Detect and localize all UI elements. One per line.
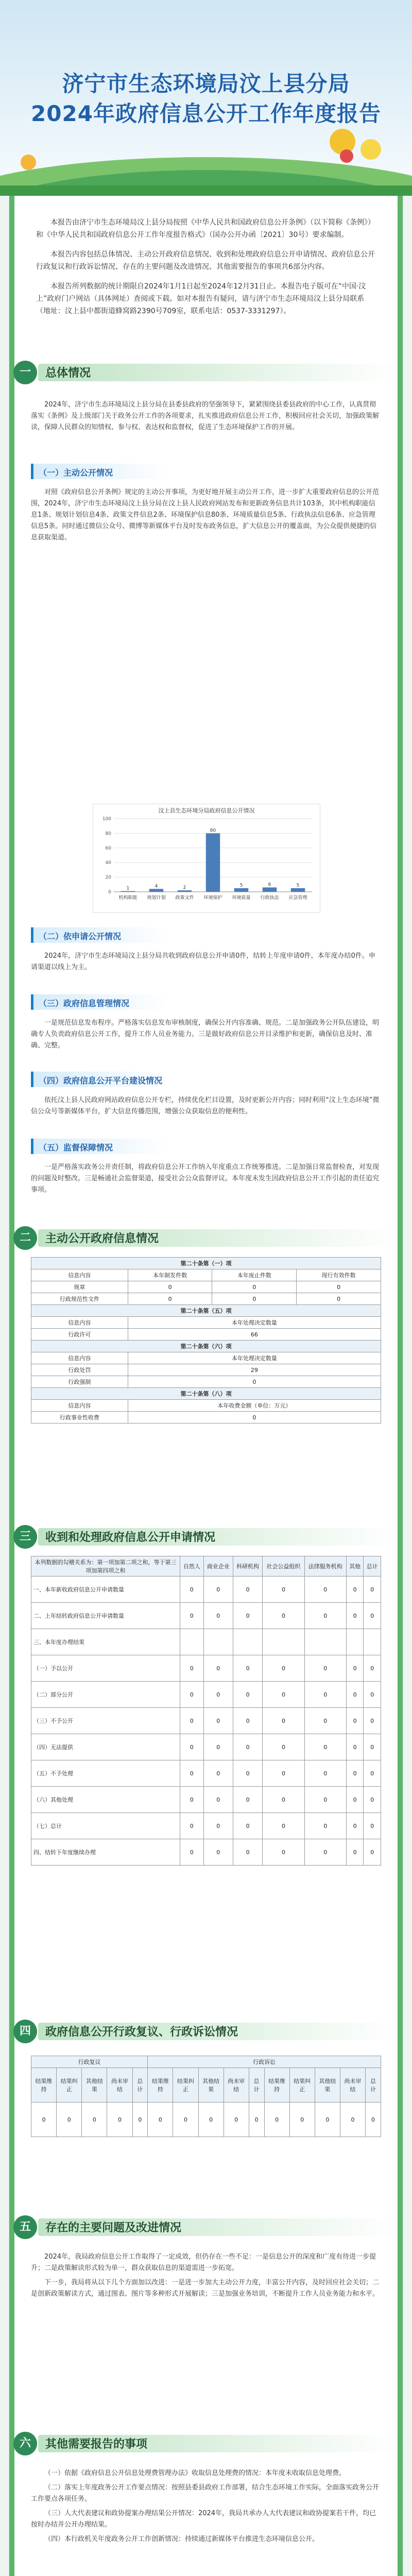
cell: 0	[364, 1734, 381, 1760]
report-title-line2: 2024年政府信息公开工作年度报告	[31, 101, 381, 126]
cell: 0	[364, 1682, 381, 1708]
cell: 0	[297, 1293, 381, 1305]
section-number: 三	[13, 1525, 37, 1549]
cell: 0	[304, 1839, 346, 1866]
cell: 0	[212, 1281, 297, 1293]
cell: 0	[203, 1577, 233, 1603]
col-header: 本列数据的勾稽关系为：第一项加第二项之和，等于第三项加第四项之和	[31, 1556, 180, 1577]
header-grass	[0, 185, 412, 196]
cell: 0	[128, 1293, 212, 1305]
intro-p2: 本报告内容包括总体情况、主动公开政府信息情况、收到和处理政府信息公开申请情况、政府信息公开行政复议和行政诉讼情况、存在的主要问题及改进情况、其他需要报告的事项共6部分内容。	[36, 250, 375, 271]
col-header: 结果纠正	[289, 2068, 315, 2103]
cell: 0	[180, 1787, 204, 1813]
cell	[364, 1629, 381, 1655]
cell: 行政强制	[31, 1376, 128, 1388]
cell: 0	[233, 1682, 262, 1708]
cell: 0	[304, 1813, 346, 1839]
cell: 0	[304, 1734, 346, 1760]
chart-container	[93, 804, 320, 913]
cell: 0	[315, 2103, 340, 2137]
section-header-5	[9, 2215, 403, 2239]
x-tick-label: 环境保护	[203, 895, 222, 901]
y-tick-label: 0	[108, 890, 111, 895]
table-row	[31, 1293, 381, 1305]
table-row	[31, 1734, 381, 1760]
sub-header-b	[31, 927, 167, 943]
row-label: （五）不予处理	[31, 1760, 180, 1787]
x-tick-label: 应急管理	[288, 895, 307, 901]
data-label: 5	[239, 883, 243, 888]
table-group-header: 第二十条第（六）项	[31, 1341, 381, 1352]
cell: 0	[263, 1813, 304, 1839]
table-row	[31, 1629, 381, 1655]
cell: 0	[203, 1655, 233, 1682]
data-label: 2	[183, 885, 186, 891]
section-number: 二	[13, 1226, 37, 1250]
cell: 0	[346, 1708, 364, 1734]
col-header: 总计	[364, 1556, 381, 1577]
cell: 规章	[31, 1281, 128, 1293]
table-group-header: 第二十条第（八）项	[31, 1388, 381, 1400]
cell: 0	[364, 1708, 381, 1734]
cell: 0	[233, 1787, 262, 1813]
cell: 行政规范性文件	[31, 1293, 128, 1305]
section-header-3	[9, 1525, 403, 1549]
cell: 0	[180, 1708, 204, 1734]
cell: 0	[128, 1281, 212, 1293]
cell: 0	[366, 2103, 381, 2137]
data-label: 4	[154, 884, 158, 889]
report-title-line1: 济宁市生态环境局汶上县分局	[62, 71, 350, 96]
cell: 0	[340, 2103, 365, 2137]
cell: 29	[128, 1364, 381, 1376]
cell	[263, 1629, 304, 1655]
cell: 0	[364, 1813, 381, 1839]
cell: 0	[132, 2103, 148, 2137]
sub-title: （四）政府信息公开平台建设情况	[39, 1076, 163, 1086]
section-title: 主动公开政府信息情况	[45, 1232, 159, 1245]
section-header-6	[9, 2432, 403, 2455]
cell: 0	[203, 1603, 233, 1629]
cell: 0	[304, 1708, 346, 1734]
cell: 0	[82, 2103, 107, 2137]
col-header: 其他结果	[198, 2068, 224, 2103]
cell: 0	[346, 1787, 364, 1813]
cell: 0	[203, 1682, 233, 1708]
data-label: 5	[296, 883, 300, 888]
cell: 0	[233, 1655, 262, 1682]
table-row	[31, 1281, 381, 1293]
col-header: 本年收费金额（单位：万元）	[128, 1400, 381, 1412]
cell: 0	[346, 1734, 364, 1760]
y-tick-label: 40	[105, 860, 111, 866]
section-number: 六	[13, 2432, 37, 2455]
cell: 行政处罚	[31, 1364, 128, 1376]
sub-header-a	[31, 464, 167, 479]
flower-icon	[360, 139, 381, 160]
s5-p2: 下一步，我局将从以下几个方面加以改进：一是进一步加大主动公开力度，丰富公开内容，及时回应社会关切；二是创新政策解读方式，通过图表、图片等多种形式开展解读；三是加强业务培训，不断提升工作人员业务能力和水平。	[31, 2279, 380, 2298]
section-header-1	[9, 361, 403, 384]
col-header: 其他结果	[315, 2068, 340, 2103]
cell: 0	[364, 1577, 381, 1603]
cell: 0	[364, 1603, 381, 1629]
cell: 0	[249, 2103, 264, 2137]
bar	[178, 890, 192, 892]
cell	[203, 1629, 233, 1655]
col-header: 尚未审结	[340, 2068, 365, 2103]
col-header: 总计	[132, 2068, 148, 2103]
cell: 0	[180, 1603, 204, 1629]
cell: 0	[264, 2103, 289, 2137]
cell: 0	[233, 1577, 262, 1603]
row-label: （六）其他处理	[31, 1787, 180, 1813]
bar	[206, 833, 220, 892]
section-title: 总体情况	[45, 367, 91, 380]
table-row	[31, 1655, 381, 1682]
cell: 0	[233, 1708, 262, 1734]
cell	[346, 1629, 364, 1655]
cell: 0	[198, 2103, 224, 2137]
flower-icon	[340, 149, 353, 163]
table-row	[31, 1708, 381, 1734]
cell	[233, 1629, 262, 1655]
cell: 0	[304, 1603, 346, 1629]
col-header: 信息内容	[31, 1269, 128, 1281]
table-row	[31, 1376, 381, 1388]
cell: 0	[263, 1734, 304, 1760]
y-tick-label: 100	[102, 817, 111, 822]
section-title: 收到和处理政府信息公开申请情况	[45, 1531, 216, 1544]
table-row	[31, 1412, 381, 1423]
col-header: 结果维持	[148, 2068, 173, 2103]
col-header: 信息内容	[31, 1352, 128, 1364]
section-header-2	[9, 1226, 403, 1250]
cell: 0	[263, 1708, 304, 1734]
cell: 0	[31, 2103, 57, 2137]
cell: 0	[57, 2103, 82, 2137]
col-header: 本年处理决定数量	[128, 1352, 381, 1364]
s5-text	[31, 2251, 381, 2303]
table-row	[31, 1682, 381, 1708]
row-label: （三）不予公开	[31, 1708, 180, 1734]
cell: 0	[304, 1682, 346, 1708]
cell: 0	[346, 1682, 364, 1708]
bar	[121, 891, 135, 892]
cell: 0	[233, 1734, 262, 1760]
e-text-p: 一是严格落实政务公开责任制，将政府信息公开工作纳入年度重点工作统筹推进。二是加强日常监督检查，对发现的问题及时整改。三是畅通社会监督渠道，接受社会公众监督评议。本年度未发生因政府信息公开工作引起的责任追究事项。	[31, 1163, 380, 1194]
cell: 0	[364, 1760, 381, 1787]
cell: 0	[263, 1787, 304, 1813]
section-title: 其他需要报告的事项	[45, 2438, 148, 2451]
cell: 0	[263, 1760, 304, 1787]
b-text	[31, 951, 381, 976]
cell	[304, 1629, 346, 1655]
cell: 0	[180, 1760, 204, 1787]
application-table	[31, 1556, 381, 1866]
cell: 0	[180, 1577, 204, 1603]
group-header: 行政复议	[31, 2056, 148, 2068]
bar-chart	[93, 804, 320, 912]
sub-header-e	[31, 1139, 167, 1154]
table-row	[31, 1813, 381, 1839]
cell: 0	[180, 1682, 204, 1708]
s6-p3: （三）人大代表建议和政协提案办理结果公开情况：2024年，我局共承办人大代表建议和政协提案若干件，均已按时办结并公开办理结果。	[31, 2510, 376, 2529]
cell: 0	[180, 1655, 204, 1682]
sub-title: （一）主动公开情况	[39, 468, 113, 478]
cell: 0	[173, 2103, 198, 2137]
row-label: （二）部分公开	[31, 1682, 180, 1708]
cell: 0	[364, 1787, 381, 1813]
cell: 0	[304, 1760, 346, 1787]
cell: 0	[203, 1734, 233, 1760]
data-label: 1	[126, 886, 130, 891]
table-row	[31, 1329, 381, 1341]
cell: 0	[203, 1708, 233, 1734]
intro-p1: 本报告由济宁市生态环境局汶上县分局按照《中华人民共和国政府信息公开条例》（以下简称《条例》）和《中华人民共和国政府信息公开工作年度报告格式》（国办公开办函〔2021〕30号）要求编制。	[36, 218, 375, 239]
cell: 0	[233, 1839, 262, 1866]
cell: 0	[224, 2103, 249, 2137]
cell: 0	[233, 1813, 262, 1839]
active-disclosure-table	[31, 1257, 381, 1423]
sub-header-c	[31, 994, 167, 1010]
cell: 0	[180, 1839, 204, 1866]
chart-title: 汶上县生态环境分局政府信息公开情况	[158, 807, 255, 814]
cell: 0	[263, 1603, 304, 1629]
s5-p1: 2024年，我局政府信息公开工作取得了一定成效，但仍存在一些不足：一是信息公开的深度和广度有待进一步提升；二是政策解读形式较为单一，群众获取信息的渠道需进一步拓宽。	[31, 2253, 376, 2272]
cell: 0	[289, 2103, 315, 2137]
bar	[234, 888, 249, 892]
col-header: 总计	[366, 2068, 381, 2103]
intro-p3: 本报告所列数据的统计期限自2024年1月1日起至2024年12月31日止。本报告电子版可在“中国·汶上”政府门户网站（具体网址）查阅或下载。如对本报告有疑问，请与济宁市生态环境局汶上县分局联系（地址：汶上县中都街道蜂窝路2390号709室，联系电话：0537-3331297）。	[36, 282, 366, 315]
col-header: 商业企业	[203, 1556, 233, 1577]
cell: 0	[364, 1655, 381, 1682]
cell: 0	[233, 1760, 262, 1787]
group-header: 行政诉讼	[148, 2056, 381, 2068]
s6-p4: （四）本行政机关年度政务公开工作创新情况：持续通过新媒体平台推进生态环境信息公开。	[44, 2535, 319, 2543]
cell: 0	[148, 2103, 173, 2137]
cell: 0	[304, 1655, 346, 1682]
cell: 0	[346, 1839, 364, 1866]
x-tick-label: 政策文件	[175, 895, 194, 901]
col-header: 结果维持	[31, 2068, 57, 2103]
cell: 0	[346, 1813, 364, 1839]
col-header: 其他	[346, 1556, 364, 1577]
section-number: 五	[13, 2215, 37, 2239]
cell: 0	[346, 1603, 364, 1629]
cell: 0	[304, 1577, 346, 1603]
cell: 0	[203, 1760, 233, 1787]
a-text	[31, 487, 381, 547]
e-text	[31, 1162, 381, 1199]
row-label: 一、本年新收政府信息公开申请数量	[31, 1577, 180, 1603]
cell: 0	[263, 1655, 304, 1682]
a-text-p: 对照《政府信息公开条例》规定的主动公开事项，为更好地开展主动公开工作，进一步扩大重要政府信息的公开范围，2024年，济宁市生态环境局汶上县分局在汶上县人民政府网站发布和更新政务信息共计103条，其中机构职能信息1条、规划计划信息4条、政策文件信息2条、环境保护信息80条、环境质量信息5条、行政执法信息6条、应急管理信息5条。同时通过微信公众号、微博等新媒体平台及时发布政务信息，扩大信息公开的覆盖面，为公众提供便捷的信息获取渠道。	[31, 488, 380, 541]
c-text	[31, 1018, 381, 1055]
cell: 0	[304, 1787, 346, 1813]
cell: 0	[263, 1839, 304, 1866]
col-header: 尚未审结	[107, 2068, 132, 2103]
col-header: 结果维持	[264, 2068, 289, 2103]
section-title: 政府信息公开行政复议、行政诉讼情况	[45, 2026, 238, 2039]
s1-intro	[31, 399, 381, 436]
table-row	[31, 1839, 381, 1866]
cell: 0	[107, 2103, 132, 2137]
intro-text	[36, 216, 376, 325]
x-tick-label: 行政执法	[260, 895, 279, 901]
table-row	[31, 1603, 381, 1629]
cell: 行政事业性收费	[31, 1412, 128, 1423]
col-header: 总计	[249, 2068, 264, 2103]
x-tick-label: 环境质量	[232, 895, 251, 901]
s1-intro-text: 2024年，济宁市生态环境局汶上县分局在县委县政府的坚强领导下，紧紧围绕县委县政府的中心工作，认真贯彻落实《条例》及上级部门关于政务公开工作的各项要求，扎实推进政府信息公开工作，积极回应社会关切，加强政策解读，保障人民群众的知情权、参与权、表达权和监督权，促进了生态环境保护工作的开展。	[31, 401, 380, 431]
col-header: 本年废止件数	[212, 1269, 297, 1281]
cell: 0	[263, 1682, 304, 1708]
sub-title: （二）依申请公开情况	[39, 931, 122, 941]
row-label: 四、结转下年度继续办理	[31, 1839, 180, 1866]
cell: 0	[128, 1376, 381, 1388]
row-label: 二、上年结转政府信息公开申请数量	[31, 1603, 180, 1629]
cell: 0	[212, 1293, 297, 1305]
col-header: 其他结果	[82, 2068, 107, 2103]
table-row	[31, 1364, 381, 1376]
cell: 0	[203, 1787, 233, 1813]
data-label: 80	[210, 828, 216, 834]
cell: 66	[128, 1329, 381, 1341]
table-row	[31, 1577, 381, 1603]
x-tick-label: 机构职能	[118, 895, 138, 901]
section-number: 四	[13, 2020, 37, 2043]
table-group-header: 第二十条第（五）项	[31, 1305, 381, 1317]
section-number: 一	[13, 361, 37, 384]
col-header: 现行有效件数	[297, 1269, 381, 1281]
c-text-p: 一是规范信息发布程序。严格落实信息发布审核制度，确保公开内容准确、规范。二是加强政务公开队伍建设，明确专人负责政府信息公开工作，提升工作人员业务能力。三是做好政府信息公开目录维护和更新，确保信息及时、准确、完整。	[31, 1019, 380, 1049]
cell: 0	[297, 1281, 381, 1293]
b-text-p: 2024年，济宁市生态环境局汶上县分局共收到政府信息公开申请0件，结转上年度申请0件，本年度办结0件。申请渠道以线上为主。	[31, 952, 375, 971]
table-group-header: 第二十条第（一）项	[31, 1258, 381, 1269]
col-header: 本年制发件数	[128, 1269, 212, 1281]
col-header: 信息内容	[31, 1317, 128, 1329]
cell: 0	[128, 1412, 381, 1423]
d-text-p: 依托汶上县人民政府网站政府信息公开专栏，持续优化栏目设置，及时更新公开内容；同时利用“汶上生态环境”微信公众号等新媒体平台，扩大信息传播范围，增强公众获取信息的便利性。	[31, 1096, 380, 1115]
sub-title: （三）政府信息管理情况	[39, 998, 130, 1008]
y-tick-label: 60	[105, 845, 111, 851]
col-header: 结果纠正	[173, 2068, 198, 2103]
col-header: 自然人	[180, 1556, 204, 1577]
cell: 0	[233, 1603, 262, 1629]
sub-header-d	[31, 1072, 167, 1087]
cell: 0	[346, 1655, 364, 1682]
sub-title: （五）监督保障情况	[39, 1143, 113, 1153]
col-header: 本年处理决定数量	[128, 1317, 381, 1329]
table-row	[31, 1787, 381, 1813]
s6-p2: （二）落实上年度政务公开工作要点情况：按照县委县政府工作部署，结合生态环境工作实际，全面落实政务公开工作要点各项任务。	[31, 2484, 380, 2503]
col-header: 科研机构	[233, 1556, 262, 1577]
cell: 0	[180, 1813, 204, 1839]
cell: 0	[346, 1760, 364, 1787]
s6-text	[31, 2468, 381, 2548]
row-label: 三、本年度办理结果	[31, 1629, 180, 1655]
d-text	[31, 1095, 381, 1121]
table-row	[31, 1760, 381, 1787]
col-header: 信息内容	[31, 1400, 128, 1412]
data-label: 6	[268, 882, 271, 888]
cell: 0	[346, 1577, 364, 1603]
col-header: 法律服务机构	[304, 1556, 346, 1577]
report-header	[0, 0, 412, 196]
s6-p1: （一）依据《政府信息公开信息处理费管理办法》收取信息处理费的情况：本年度未收取信息处理费。	[44, 2469, 346, 2477]
cell: 行政许可	[31, 1329, 128, 1341]
cell: 0	[180, 1734, 204, 1760]
cell: 0	[203, 1839, 233, 1866]
cell: 0	[263, 1577, 304, 1603]
row-label: （一）予以公开	[31, 1655, 180, 1682]
cell: 0	[203, 1813, 233, 1839]
review-litigation-table	[31, 2056, 381, 2137]
bar	[263, 887, 277, 892]
cell	[180, 1629, 204, 1655]
cell: 0	[364, 1839, 381, 1866]
flower-icon	[21, 155, 36, 170]
col-header: 结果纠正	[57, 2068, 82, 2103]
section-header-4	[9, 2020, 403, 2043]
row-label: （四）无法提供	[31, 1734, 180, 1760]
y-tick-label: 80	[105, 831, 111, 837]
section-title: 存在的主要问题及改进情况	[45, 2222, 182, 2234]
col-header: 社会公益组织	[263, 1556, 304, 1577]
section-bar	[38, 364, 398, 381]
bar	[291, 888, 305, 892]
bar	[149, 889, 164, 892]
y-tick-label: 20	[105, 875, 111, 880]
x-tick-label: 规划计划	[147, 895, 166, 901]
row-label: （七）总计	[31, 1813, 180, 1839]
col-header: 尚未审结	[224, 2068, 249, 2103]
